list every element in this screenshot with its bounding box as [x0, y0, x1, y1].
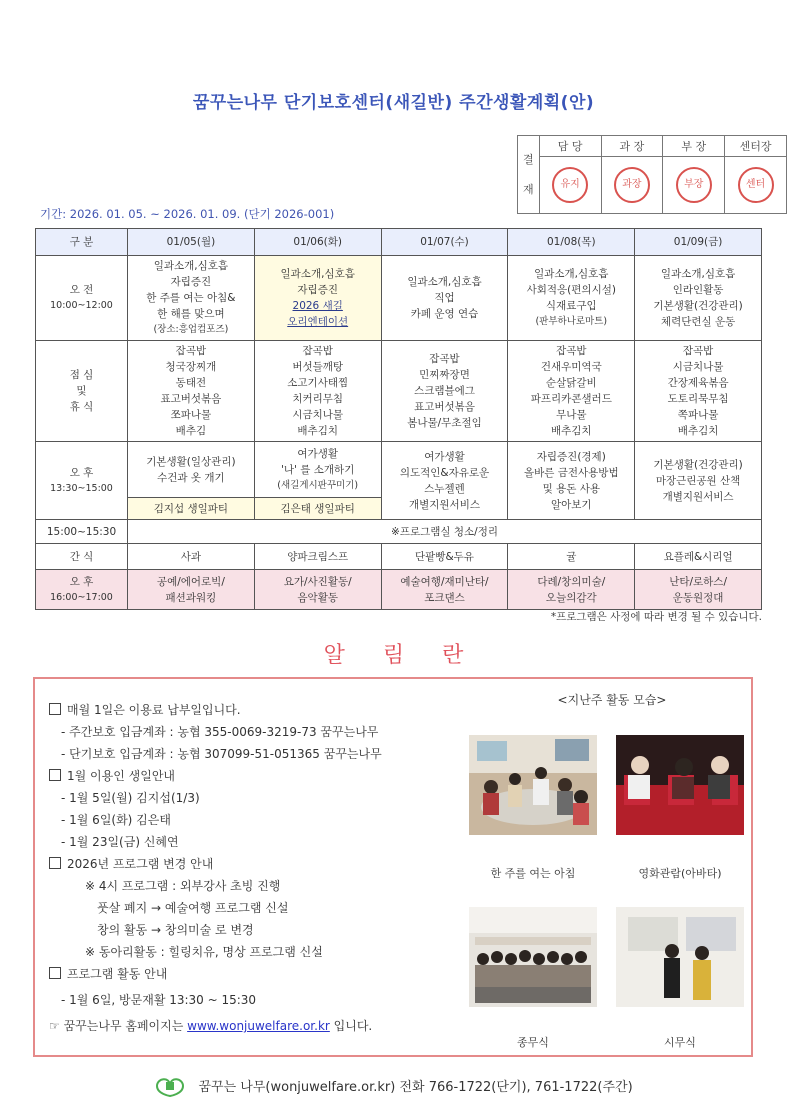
schedule-table [35, 228, 762, 610]
activity-photo-opening [616, 907, 744, 1007]
photo-caption: 한 주를 여는 아침 [490, 867, 576, 880]
day-header: 01/06(화) [254, 229, 381, 256]
am-label: 오 전 10:00~12:00 [36, 256, 128, 341]
corner-header: 구 분 [36, 229, 128, 256]
late-pm-label: 오 후 16:00~17:00 [36, 570, 128, 610]
day-header: 01/08(목) [508, 229, 635, 256]
approval-header: 부 장 [663, 136, 725, 157]
activity-photo-morning [469, 735, 597, 835]
late-pm-cell: 예술여행/재미난타/ 포크댄스 [381, 570, 508, 610]
seal-stamp: 과장 [614, 167, 650, 203]
day-header: 01/07(수) [381, 229, 508, 256]
day-header: 01/05(월) [128, 229, 255, 256]
am-cell: 일과소개,심호흡 사회적응(편의시설) 식재료구입 (판부하나로마트) [508, 256, 635, 341]
approval-header: 과 장 [601, 136, 663, 157]
checkbox-icon [49, 967, 61, 979]
homepage-link[interactable]: www.wonjuwelfare.or.kr [187, 1019, 330, 1033]
pm-cell: 여가생활 '나' 를 소개하기 (새길게시판꾸미기) [254, 442, 381, 498]
late-pm-cell: 요가/사진활동/ 음악활동 [254, 570, 381, 610]
snack-cell: 양파크림스프 [254, 544, 381, 570]
birthday-party-cell: 김지섭 생일파티 [128, 498, 255, 520]
seal-stamp: 유지 [552, 167, 588, 203]
approval-header: 담 당 [539, 136, 601, 157]
am-cell: 일과소개,심호흡 자립증진 2026 새길 오리엔테이션 [254, 256, 381, 341]
notice-title: 알림란 [323, 643, 502, 668]
am-cell: 일과소개,심호흡 직업 카페 운영 연습 [381, 256, 508, 341]
footer: 꿈꾸는 나무(wonjuwelfare.or.kr) 전화 766-1722(단기), 761-1722(주간) [0, 1075, 787, 1097]
pm-cell: 자립증진(경제) 올바른 금전사용방법 및 용돈 사용 알아보기 [508, 442, 635, 520]
pm-cell: 기본생활(건강관리) 마장근린공원 산책 개별지원서비스 [635, 442, 762, 520]
late-pm-cell: 공예/에어로빅/ 패션과워킹 [128, 570, 255, 610]
late-pm-cell: 다례/창의미술/ 오늘의감각 [508, 570, 635, 610]
change-note: *프로그램은 사정에 따라 변경 될 수 있습니다. [550, 611, 762, 623]
snack-cell: 단팥빵&두유 [381, 544, 508, 570]
clean-time: 15:00~15:30 [36, 520, 128, 544]
photo-caption: 시무식 [664, 1036, 696, 1049]
approval-side-label: 결 재 [518, 136, 540, 214]
approval-box [517, 135, 787, 214]
notice-text: 매월 1일은 이용료 납부일입니다. - 주간보호 입금계좌 : 농협 355-0069-3219-73 꿈꾸는나무 - 단기보호 입금계좌 : 농협 307099-51-051365 꿈꾸는나무 1월 이용인 생일안내 - 1월 5일(월) 김지섭(1/3) - 1월 6일(화) 김은태 - 1월 23일(금) 신혜연 2026년 프로그램 변경 안내 ※ 4시 프로그램 : 외부강사 초빙 진행 풋살 폐지 → 예술여행 프로그램 신설 창의 활동 → 창의미술 로 변경 ※ 동아리활동 : 힐링치유, 명상 프로그램 신설 프로그램 활동 안내 - 1월 6일, 방문재활 13:30 ~ 15:30 ☞ 꿈꾸는나무 홈페이지는 www.wonjuwelfare.or.kr 입니다. [49, 703, 382, 1033]
pm-label: 오 후 13:30~15:00 [36, 442, 128, 520]
am-cell: 일과소개,심호흡 인라인활동 기본생활(건강관리) 체력단련실 운동 [635, 256, 762, 341]
snack-label: 간 식 [36, 544, 128, 570]
lunch-cell: 잡곡밥 버섯들깨탕 소고기사태찜 치커리무침 시금치나물 배추김치 [254, 341, 381, 442]
lunch-cell: 잡곡밥 시금치나물 간장제육볶음 도토리묵무침 쪽파나물 배추김치 [635, 341, 762, 442]
snack-cell: 귤 [508, 544, 635, 570]
photos-title: <지난주 활동 모습> [557, 693, 667, 707]
lunch-cell: 잡곡밥 민찌짜장면 스크램블에그 표고버섯볶음 봄나물/무초절임 [381, 341, 508, 442]
pm-cell: 기본생활(일상관리) 수건과 옷 개기 [128, 442, 255, 498]
seal-stamp: 센터 [738, 167, 774, 203]
snack-cell: 사과 [128, 544, 255, 570]
checkbox-icon [49, 769, 61, 781]
approval-header: 센터장 [725, 136, 787, 157]
clean-text: ※프로그램실 청소/정리 [128, 520, 762, 544]
day-header: 01/09(금) [635, 229, 762, 256]
lunch-label: 점 심 및 휴 식 [36, 341, 128, 442]
checkbox-icon [49, 857, 61, 869]
late-pm-cell: 난타/로하스/ 운동원정대 [635, 570, 762, 610]
birthday-party-cell: 김은태 생일파티 [254, 498, 381, 520]
seal-stamp: 부장 [676, 167, 712, 203]
period-text: 기간: 2026. 01. 05. ~ 2026. 01. 09. (단기 2026-001) [40, 207, 335, 221]
am-cell: 일과소개,심호흡 자립증진 한 주를 여는 아침& 한 해를 맞으며 (장소:흥업컴포즈) [128, 256, 255, 341]
lunch-cell: 잡곡밥 청국장찌개 동태전 표고버섯볶음 쪼파나물 배추김 [128, 341, 255, 442]
pm-cell: 여가생활 의도적인&자유로운 스누젤렌 개별지원서비스 [381, 442, 508, 520]
activity-photo-movie [616, 735, 744, 835]
notice-box [33, 677, 753, 1057]
page-title: 꿈꾸는나무 단기보호센터(새길반) 주간생활계획(안) [192, 93, 595, 113]
photo-caption: 영화관람(아바타) [638, 867, 722, 880]
activity-photo-closing [469, 907, 597, 1007]
checkbox-icon [49, 703, 61, 715]
center-logo-icon [154, 1075, 186, 1097]
snack-cell: 요플레&시리얼 [635, 544, 762, 570]
photo-caption: 종무식 [517, 1036, 549, 1049]
lunch-cell: 잡곡밥 건새우미역국 순살닭갈비 파프리카콘샐러드 무나물 배추김치 [508, 341, 635, 442]
